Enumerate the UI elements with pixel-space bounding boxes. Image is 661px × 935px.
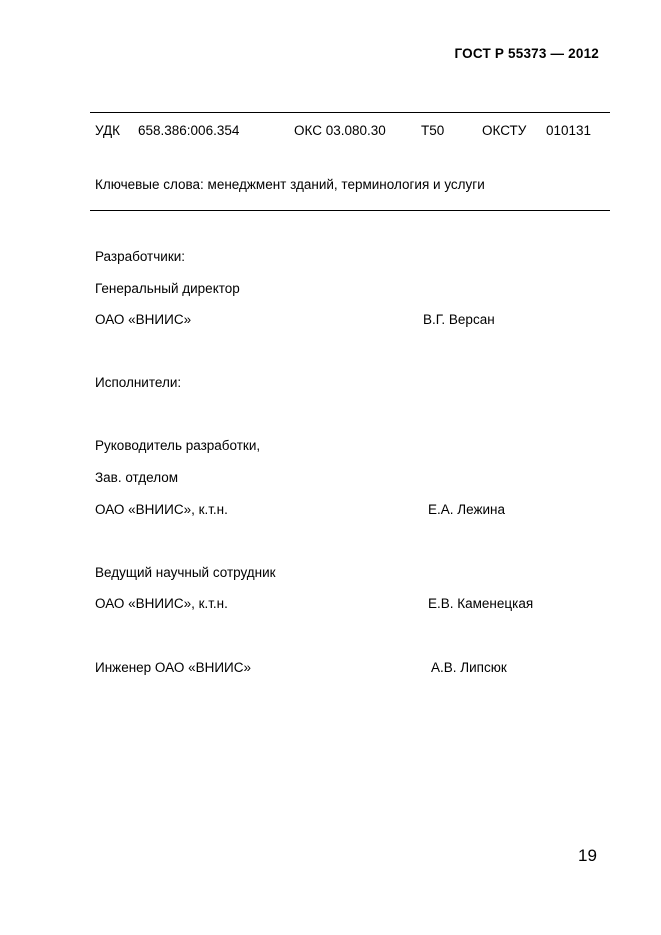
t-code: Т50 — [421, 123, 445, 138]
engineer-title: Инженер ОАО «ВНИИС» — [95, 660, 252, 675]
researcher-org: ОАО «ВНИИС», к.т.н. — [95, 596, 228, 611]
okstu-value: 010131 — [546, 123, 592, 138]
standard-designation: ГОСТ Р 55373 — 2012 — [454, 46, 599, 61]
researcher-name: Е.В. Каменецкая — [428, 596, 534, 611]
udk-label: УДК — [95, 123, 120, 138]
okstu-label: ОКСТУ — [482, 123, 527, 138]
developers-heading: Разработчики: — [95, 249, 186, 264]
director-org: ОАО «ВНИИС» — [95, 312, 192, 327]
keywords-line: Ключевые слова: менеджмент зданий, терминология и услуги — [95, 177, 485, 192]
lead-title-line1: Руководитель разработки, — [95, 438, 261, 453]
director-title: Генеральный директор — [95, 281, 240, 296]
page-number: 19 — [578, 846, 597, 865]
researcher-title: Ведущий научный сотрудник — [95, 565, 276, 580]
executors-heading: Исполнители: — [95, 375, 182, 390]
lead-org: ОАО «ВНИИС», к.т.н. — [95, 502, 228, 517]
udk-value: 658.386:006.354 — [138, 123, 240, 138]
lead-name: Е.А. Лежина — [428, 502, 506, 517]
director-name: В.Г. Версан — [423, 312, 495, 327]
bottom-divider — [90, 210, 610, 211]
engineer-name: А.В. Липсюк — [431, 660, 507, 675]
top-divider — [90, 112, 610, 113]
oks-code: ОКС 03.080.30 — [294, 123, 386, 138]
lead-title-line2: Зав. отделом — [95, 470, 179, 485]
